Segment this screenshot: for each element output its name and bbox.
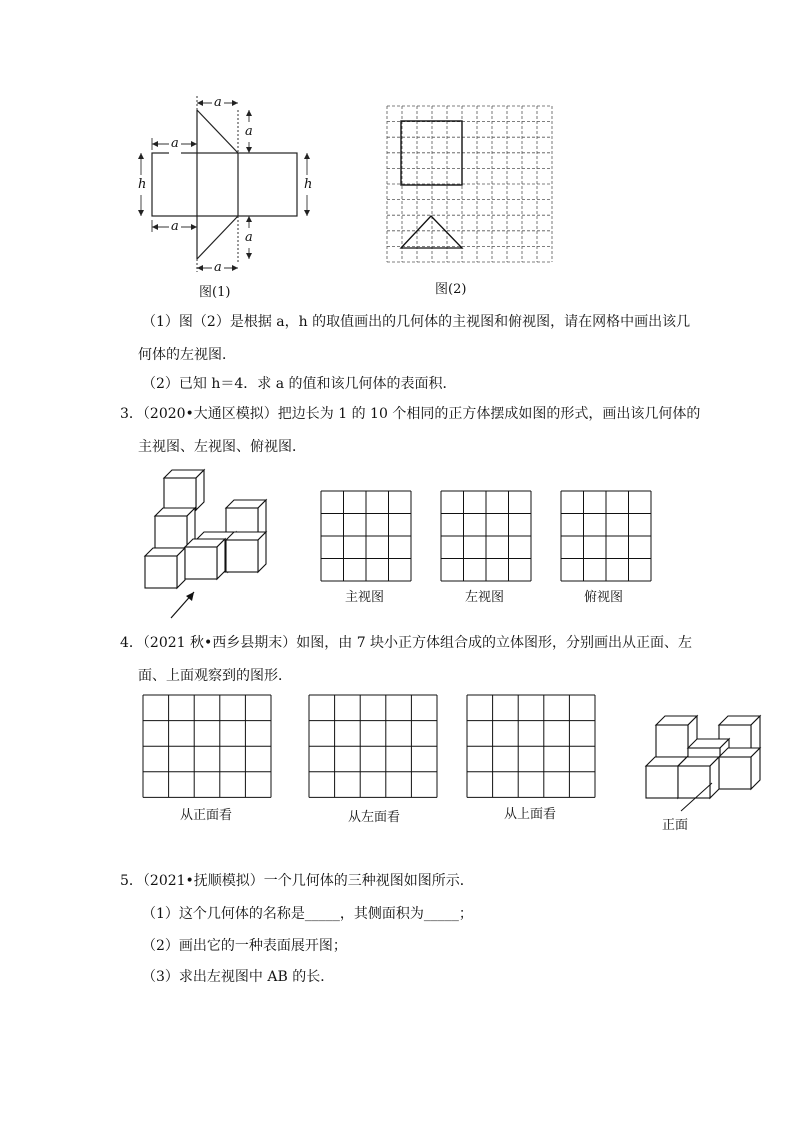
fig1-label-h-right: h <box>303 175 313 195</box>
fig1-label-h-left: h <box>137 175 147 195</box>
fig2-caption: 图(2) <box>435 282 467 297</box>
q2-part1-line2: 何体的左视图． <box>138 347 236 363</box>
q5-part2: （2）画出它的一种表面展开图； <box>142 938 347 954</box>
q4-line2: 面、上面观察到的图形． <box>138 668 292 684</box>
q3-label-top-view: 俯视图 <box>584 590 624 605</box>
fig1-caption: 图(1) <box>199 285 231 300</box>
q5-part3: （3）求出左视图中 AB 的长． <box>142 969 335 985</box>
q3-label-left-view: 左视图 <box>465 590 505 605</box>
fig1-label-a-bottom-left: a <box>169 217 181 237</box>
fig1-label-a-top: a <box>212 93 224 113</box>
q4-label-from-front: 从正面看 <box>180 808 233 823</box>
q4-front-label: 正面 <box>662 818 689 833</box>
fig1-label-a-right-bottom: a <box>244 228 254 248</box>
q2-part1-line1: （1）图（2）是根据 a，h 的取值画出的几何体的主视图和俯视图，请在网格中画出该几 <box>142 314 691 330</box>
q5-line1: 5．（2021•抚顺模拟）一个几何体的三种视图如图所示． <box>120 873 474 889</box>
fig1-label-a-right-top: a <box>244 122 254 142</box>
q4-cube-front-face <box>646 766 678 798</box>
q4-line1: 4．（2021 秋•西乡县期末）如图，由 7 块小正方体组合成的立体图形，分别画出从正面、左 <box>120 635 693 651</box>
q2-part2: （2）已知 h＝4．求 a 的值和该几何体的表面积． <box>142 376 457 392</box>
q4-cube-front-face <box>656 725 688 757</box>
q5-part1: （1）这个几何体的名称是_____，其侧面积为_____； <box>142 906 473 922</box>
fig1-label-a-left: a <box>169 134 181 154</box>
q3-line1: 3．（2020•大通区模拟）把边长为 1 的 10 个相同的正方体摆成如图的形式，画出该几何体的 <box>120 406 701 422</box>
q3-line2: 主视图、左视图、俯视图． <box>138 439 306 455</box>
q4-cube-front-face <box>678 766 710 798</box>
fig1-label-a-bottom: a <box>212 258 224 278</box>
q4-cube-front-face <box>719 757 751 789</box>
q3-label-front-view: 主视图 <box>345 590 385 605</box>
q4-label-from-left: 从左面看 <box>348 810 401 825</box>
q4-label-from-top: 从上面看 <box>504 807 557 822</box>
